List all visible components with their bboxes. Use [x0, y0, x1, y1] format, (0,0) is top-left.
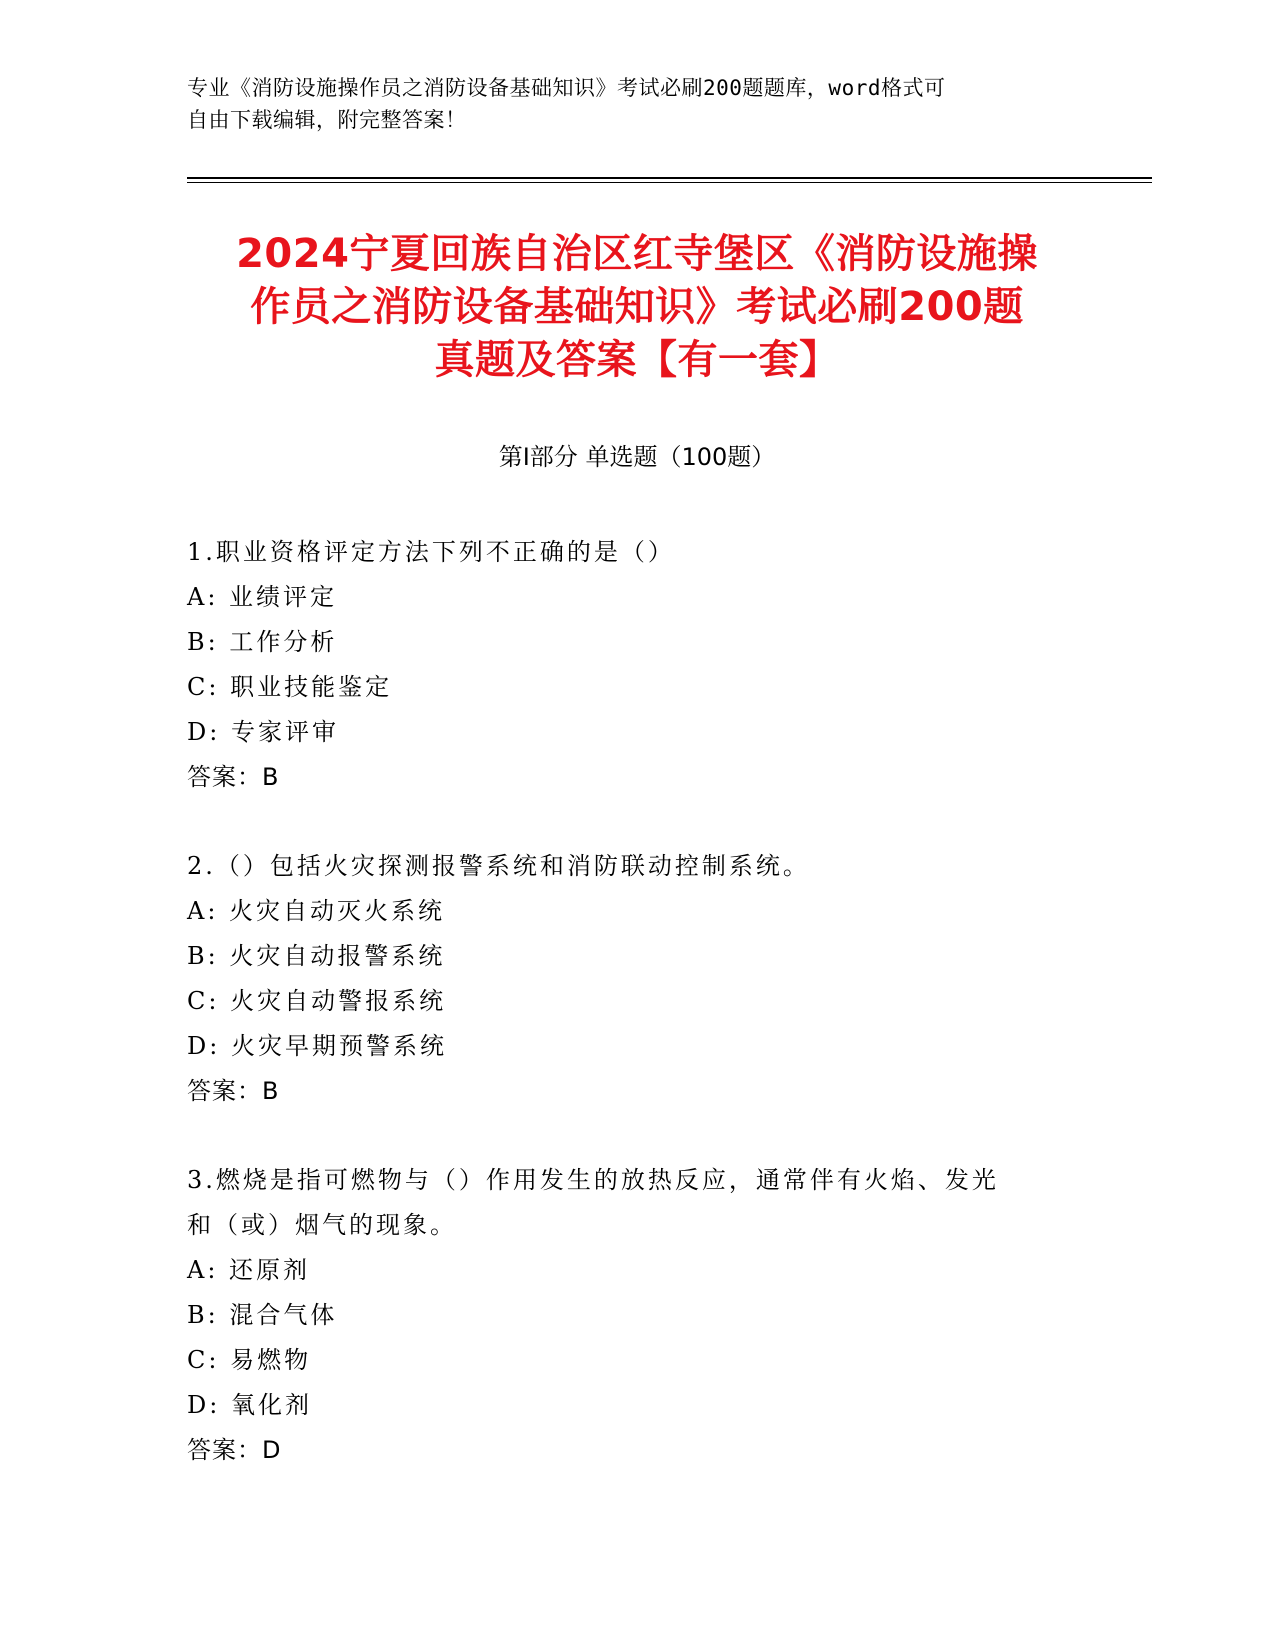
option-a: A: 业绩评定: [187, 583, 338, 611]
option-d: D: 火灾早期预警系统: [187, 1032, 447, 1060]
question-stem-line-2: 和（或）烟气的现象。: [187, 1211, 457, 1239]
option-c: C: 职业技能鉴定: [187, 673, 393, 701]
answer: 答案：D: [187, 1436, 282, 1464]
question-stem: 1.职业资格评定方法下列不正确的是（）: [187, 538, 675, 566]
answer: 答案：B: [187, 763, 280, 791]
title-line-2: 作员之消防设备基础知识》考试必刷200题: [250, 284, 1024, 330]
header-note-line-2: 自由下载编辑，附完整答案！: [187, 108, 467, 132]
option-c: C: 易燃物: [187, 1346, 312, 1374]
header-divider-thick: [187, 177, 1152, 179]
option-a: A: 火灾自动灭火系统: [187, 897, 446, 925]
question-list: [187, 530, 1087, 1517]
question-item: [187, 1158, 1087, 1473]
section-heading: 第I部分 单选题（100题）: [498, 443, 776, 471]
option-b: B: 火灾自动报警系统: [187, 942, 446, 970]
option-a: A: 还原剂: [187, 1256, 311, 1284]
title-line-1: 2024宁夏回族自治区红寺堡区《消防设施操: [236, 231, 1038, 277]
option-d: D: 专家评审: [187, 718, 339, 746]
question-item: [187, 530, 1087, 800]
title-line-3: 真题及答案【有一套】: [434, 337, 840, 383]
answer: 答案：B: [187, 1077, 280, 1105]
option-b: B: 混合气体: [187, 1301, 338, 1329]
header-note: [187, 72, 1087, 136]
option-c: C: 火灾自动警报系统: [187, 987, 447, 1015]
header-note-line-1: 专业《消防设施操作员之消防设备基础知识》考试必刷200题题库，word格式可: [187, 76, 946, 100]
question-item: [187, 844, 1087, 1114]
option-d: D: 氧化剂: [187, 1391, 312, 1419]
option-b: B: 工作分析: [187, 628, 338, 656]
question-stem: 2.（）包括火灾探测报警系统和消防联动控制系统。: [187, 852, 810, 880]
header-divider-thin: [187, 182, 1152, 183]
document-title: [187, 228, 1087, 387]
question-stem-line-1: 3.燃烧是指可燃物与（）作用发生的放热反应，通常伴有火焰、发光: [187, 1166, 999, 1194]
